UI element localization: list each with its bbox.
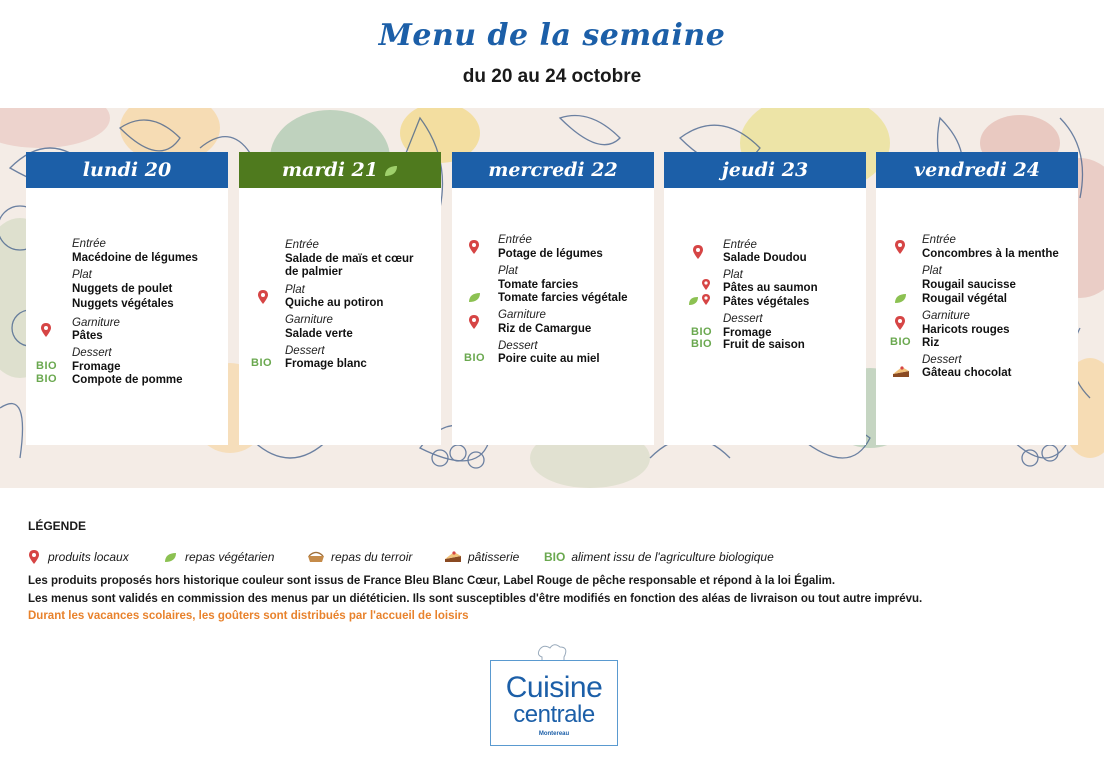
plat-dish-alt: Rougail végétal bbox=[922, 293, 1007, 305]
plat-dish: Quiche au potiron bbox=[285, 297, 384, 309]
dessert-label: Dessert bbox=[72, 347, 112, 359]
day-header bbox=[26, 152, 228, 188]
plat-label: Plat bbox=[72, 269, 92, 281]
day-name: jeudi 23 bbox=[721, 159, 809, 181]
day-card-mercredi bbox=[452, 152, 654, 445]
entree-label: Entrée bbox=[285, 239, 319, 251]
note-line-1: Les produits proposés hors historique couleur sont issus de France Bleu Blanc Cœur, Label Rouge de pêche responsable et répond à la loi Égalim. bbox=[28, 575, 836, 587]
garniture-label: Garniture bbox=[285, 314, 333, 326]
plat-label: Plat bbox=[922, 265, 942, 277]
location-pin-icon bbox=[894, 315, 906, 331]
location-pin-icon bbox=[468, 314, 480, 330]
legend-bio bbox=[544, 548, 774, 566]
entree-dish: Salade de maïs et cœur bbox=[285, 253, 414, 265]
plat-dish: Tomate farcies bbox=[498, 279, 579, 291]
day-card-vendredi bbox=[876, 152, 1078, 445]
leaf-icon bbox=[468, 292, 481, 303]
note-line-3: Durant les vacances scolaires, les goûters sont distribués par l'accueil de loisirs bbox=[28, 610, 469, 622]
entree-label: Entrée bbox=[498, 234, 532, 246]
plat-dish-alt: Tomate farcies végétale bbox=[498, 292, 628, 304]
logo-town: Montereau bbox=[538, 731, 570, 737]
leaf-icon bbox=[894, 293, 907, 304]
basket-icon bbox=[307, 551, 325, 563]
day-card-lundi bbox=[26, 152, 228, 445]
day-card-jeudi bbox=[664, 152, 866, 445]
garniture-dish: Riz de Camargue bbox=[498, 323, 592, 335]
location-pin-icon bbox=[257, 289, 269, 305]
garniture-dish: Pâtes bbox=[72, 330, 103, 342]
bio-badge: BIO bbox=[36, 373, 58, 385]
location-pin-icon bbox=[40, 322, 52, 338]
day-card-mardi bbox=[239, 152, 441, 445]
bio-badge: BIO bbox=[36, 360, 58, 372]
dessert-dish: Fromage bbox=[723, 327, 772, 339]
garniture-label: Garniture bbox=[498, 309, 546, 321]
cuisine-centrale-logo bbox=[490, 660, 618, 746]
plat-label: Plat bbox=[723, 269, 743, 281]
dessert-dish-alt: Compote de pomme bbox=[72, 374, 183, 386]
day-header bbox=[664, 152, 866, 188]
entree-label: Entrée bbox=[723, 239, 757, 251]
bio-badge: BIO bbox=[691, 338, 713, 350]
entree-dish: Potage de légumes bbox=[498, 248, 603, 260]
legend-terroir-text: repas du terroir bbox=[331, 550, 413, 564]
bio-badge: BIO bbox=[544, 550, 566, 564]
dessert-dish: Fromage blanc bbox=[285, 358, 367, 370]
day-name: mercredi 22 bbox=[488, 159, 618, 181]
cake-slice-icon bbox=[444, 551, 462, 563]
day-header bbox=[452, 152, 654, 188]
day-name: mardi 21 bbox=[282, 159, 378, 181]
entree-dish: Concombres à la menthe bbox=[922, 248, 1059, 260]
dessert-label: Dessert bbox=[498, 340, 538, 352]
entree-label: Entrée bbox=[922, 234, 956, 246]
garniture-dish-alt: Riz bbox=[922, 337, 940, 349]
dessert-dish: Gâteau chocolat bbox=[922, 367, 1012, 379]
day-name: vendredi 24 bbox=[914, 159, 1040, 181]
entree-dish-cont: de palmier bbox=[285, 266, 343, 278]
location-pin-icon bbox=[701, 278, 711, 291]
location-pin-icon bbox=[894, 239, 906, 255]
dessert-label: Dessert bbox=[922, 354, 962, 366]
bio-badge: BIO bbox=[890, 336, 912, 348]
dessert-dish: Fromage bbox=[72, 361, 121, 373]
plat-label: Plat bbox=[285, 284, 305, 296]
day-header bbox=[876, 152, 1078, 188]
garniture-dish: Haricots rouges bbox=[922, 324, 1010, 336]
legend-title: LÉGENDE bbox=[28, 519, 87, 533]
legend-terroir bbox=[307, 548, 412, 566]
entree-label: Entrée bbox=[72, 238, 106, 250]
garniture-dish: Salade verte bbox=[285, 328, 353, 340]
legend-vegetarian-text: repas végétarien bbox=[185, 550, 275, 564]
plat-dish-alt: Pâtes végétales bbox=[723, 296, 810, 308]
page-title: Menu de la semaine bbox=[378, 18, 726, 53]
legend-patisserie bbox=[444, 548, 519, 566]
bio-badge: BIO bbox=[691, 326, 713, 338]
cake-slice-icon bbox=[892, 366, 910, 378]
plat-dish-alt: Nuggets végétales bbox=[72, 298, 174, 310]
plat-dish: Nuggets de poulet bbox=[72, 283, 173, 295]
location-pin-icon bbox=[28, 549, 40, 565]
dessert-dish: Poire cuite au miel bbox=[498, 353, 600, 365]
logo-line-2: centrale bbox=[513, 701, 595, 728]
legend-local bbox=[28, 548, 129, 566]
day-header bbox=[239, 152, 441, 188]
garniture-label: Garniture bbox=[922, 310, 970, 322]
entree-dish: Salade Doudou bbox=[723, 252, 807, 264]
dessert-label: Dessert bbox=[285, 345, 325, 357]
garniture-label: Garniture bbox=[72, 317, 120, 329]
plat-label: Plat bbox=[498, 265, 518, 277]
bio-badge: BIO bbox=[464, 352, 486, 364]
page-subtitle: du 20 au 24 octobre bbox=[462, 66, 642, 87]
legend-bio-text: aliment issu de l'agriculture biologique bbox=[571, 550, 774, 564]
note-line-2: Les menus sont validés en commission des menus par un diététicien. Ils sont susceptibles d'être modifiés en fonction des aléas de livraison ou tout autre imprévu. bbox=[28, 593, 923, 605]
leaf-icon bbox=[384, 165, 398, 177]
plat-dish: Pâtes au saumon bbox=[723, 282, 818, 294]
bio-badge: BIO bbox=[251, 357, 273, 369]
dessert-dish-alt: Fruit de saison bbox=[723, 339, 805, 351]
leaf-icon bbox=[688, 296, 699, 306]
entree-dish: Macédoine de légumes bbox=[72, 252, 198, 264]
legend-patisserie-text: pâtisserie bbox=[468, 550, 520, 564]
location-pin-icon bbox=[468, 239, 480, 255]
day-name: lundi 20 bbox=[82, 159, 172, 181]
location-pin-icon bbox=[701, 293, 711, 306]
location-pin-icon bbox=[692, 244, 704, 260]
logo-line-1: Cuisine bbox=[505, 671, 603, 704]
plat-dish: Rougail saucisse bbox=[922, 279, 1016, 291]
legend-local-text: produits locaux bbox=[48, 550, 129, 564]
dessert-label: Dessert bbox=[723, 313, 763, 325]
leaf-icon bbox=[164, 552, 177, 563]
legend-vegetarian bbox=[164, 548, 274, 566]
